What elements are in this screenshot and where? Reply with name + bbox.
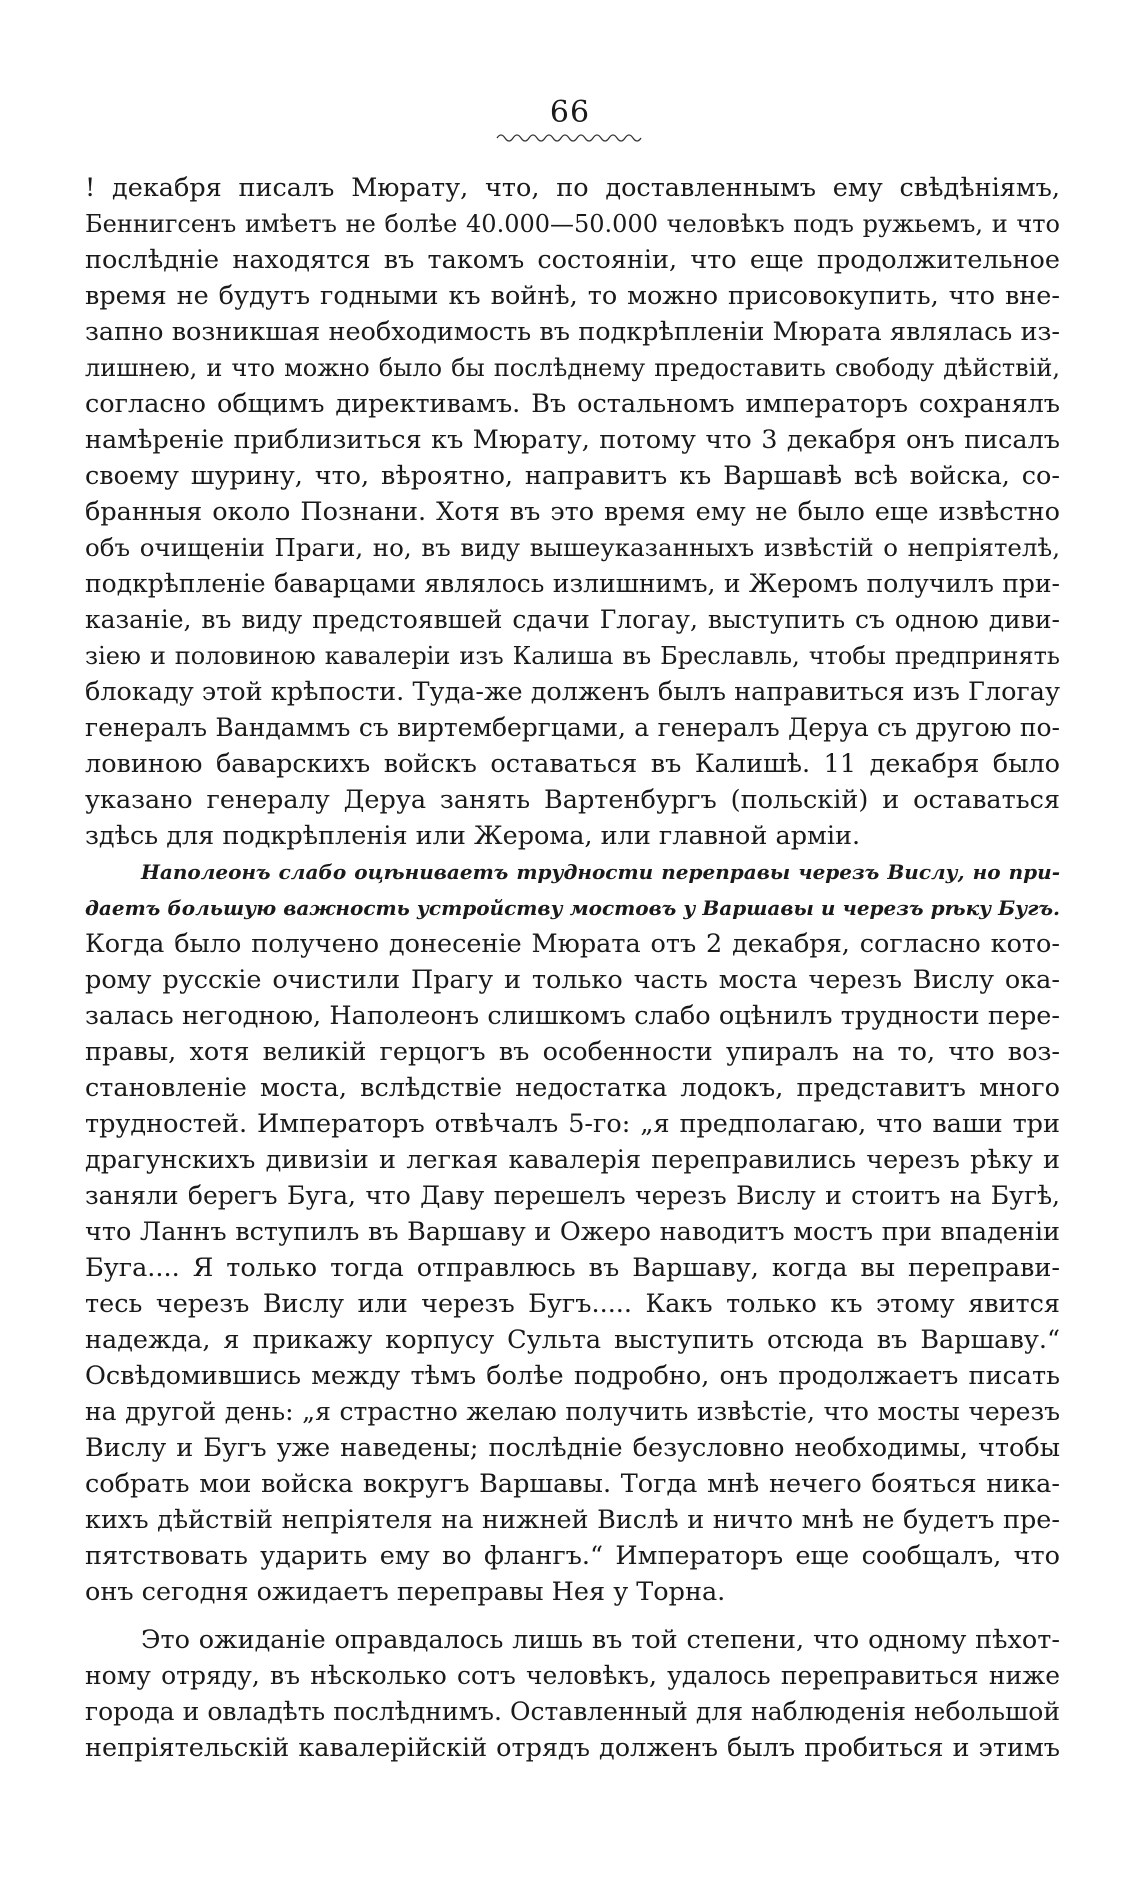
wavy-rule-icon (495, 132, 645, 142)
page-number-ornament (495, 132, 645, 142)
text-line: объ очищеніи Праги, но, въ виду вышеуказанныхъ извѣстій о непріятелѣ, (85, 533, 1060, 562)
text-line: Это ожиданіе оправдалось лишь въ той степени, что одному пѣхот- (141, 1625, 1060, 1655)
text-line: Освѣдомившись между тѣмъ болѣе подробно, онъ продолжаетъ писать (85, 1361, 1060, 1391)
section-heading-line: Наполеонъ слабо оцѣниваетъ трудности переправы черезъ Вислу, но при- (141, 860, 1060, 884)
text-line: запно возникшая необходимость въ подкрѣпленіи Мюрата являлась из- (85, 317, 1060, 347)
page-number: 66 (549, 95, 591, 130)
text-line: ловиною баварскихъ войскъ оставаться въ Калишѣ. 11 декабря было (85, 749, 1060, 779)
text-line: намѣреніе приблизиться къ Мюрату, потому что 3 декабря онъ писалъ (85, 425, 1060, 455)
text-line: здѣсь для подкрѣпленія или Жерома, или главной арміи. (85, 821, 861, 851)
text-line: лишнею, и что можно было бы послѣднему предоставить свободу дѣйствій, (85, 354, 1060, 382)
text-line: непріятельскій кавалерійскій отрядъ долженъ былъ пробиться и этимъ (85, 1733, 1060, 1763)
text-line: тесь черезъ Вислу или черезъ Бугъ..... Какъ только къ этому явится (85, 1289, 1060, 1319)
text-line: надежда, я прикажу корпусу Сульта выступить отсюда въ Варшаву.“ (85, 1325, 1060, 1355)
paragraph-spacer (85, 1610, 1060, 1622)
text-line: Буга.... Я только тогда отправлюсь въ Варшаву, когда вы переправи- (85, 1253, 1060, 1283)
text-line: кихъ дѣйствій непріятеля на нижней Вислѣ и ничто мнѣ не будетъ пре- (85, 1505, 1060, 1535)
text-line: собрать мои войска вокругъ Варшавы. Тогда мнѣ нечего бояться никa- (85, 1469, 1060, 1499)
text-line: Беннигсенъ имѣетъ не болѣе 40.000—50.000 человѣкъ подъ ружьемъ, и что (85, 210, 1060, 238)
text-line: казаніе, въ виду предстоявшей сдачи Глогау, выступить съ одною диви- (85, 605, 1060, 634)
text-line: время не будутъ годными къ войнѣ, то можно присовокупить, что вне- (85, 281, 1060, 311)
text-line: на другой день: „я страстно желаю получить извѣстіе, что мосты черезъ (85, 1397, 1060, 1426)
text-line: своему шурину, что, вѣроятно, направитъ къ Варшавѣ всѣ войска, со- (85, 461, 1060, 491)
text-line: трудностей. Императоръ отвѣчалъ 5-го: „я предполагаю, что ваши три (85, 1109, 1060, 1139)
text-line: драгунскихъ дивизіи и легкая кавалерія переправились черезъ рѣку и (85, 1145, 1060, 1175)
text-line: генералъ Вандаммъ съ виртембергцами, а генералъ Деруа съ другою по- (85, 713, 1060, 742)
text-line: заняли берегъ Буга, что Даву перешелъ черезъ Вислу и стоитъ на Бугѣ, (85, 1181, 1060, 1210)
text-line: что Ланнъ вступилъ въ Варшаву и Ожеро наводитъ мостъ при впаденіи (85, 1217, 1060, 1247)
text-line: рому русскіе очистили Прагу и только часть моста черезъ Вислу ока- (85, 965, 1060, 995)
text-line: ! декабря писалъ Мюрату, что, по доставленнымъ ему свѣдѣніямъ, (85, 173, 1060, 203)
text-line: бранныя около Познани. Хотя въ это время ему не было еще извѣстно (85, 497, 1060, 527)
text-line: блокаду этой крѣпости. Туда-же долженъ былъ направиться изъ Глогау (85, 677, 1060, 707)
section-heading-line: даетъ большую важность устройству мостовъ у Варшавы и черезъ рѣку Бугъ. (85, 896, 1060, 920)
text-line: послѣдніе находятся въ такомъ состояніи, что еще продолжительное (85, 245, 1060, 275)
text-line: Вислу и Бугъ уже наведены; послѣдніе безусловно необходимы, чтобы (85, 1433, 1060, 1463)
text-line: зіею и половиною кавалеріи изъ Калиша въ Бреславль, чтобы предпринять (85, 642, 1060, 670)
text-line: ному отряду, въ нѣсколько сотъ человѣкъ, удалось переправиться ниже (85, 1661, 1060, 1690)
text-line: правы, хотя великій герцогъ въ особенности упиралъ на то, что воз- (85, 1037, 1060, 1067)
text-line: подкрѣпленіе баварцами являлось излишнимъ, и Жеромъ получилъ при- (85, 569, 1060, 598)
text-line: онъ сегодня ожидаетъ переправы Нея у Торна. (85, 1577, 726, 1607)
text-line: согласно общимъ директивамъ. Въ остальномъ императоръ сохранялъ (85, 389, 1060, 419)
text-line: города и овладѣть послѣднимъ. Оставленный для наблюденія небольшой (85, 1697, 1060, 1726)
text-line: пятствовать ударить ему во флангъ.“ Императоръ еще сообщалъ, что (85, 1541, 1060, 1571)
paragraph-1 (85, 170, 1060, 854)
paragraph-2 (85, 854, 1060, 1610)
paragraph-3 (85, 1622, 1060, 1766)
text-line: становленіе моста, вслѣдствіе недостатка лодокъ, представитъ много (85, 1073, 1060, 1103)
body-text (85, 170, 1060, 1766)
text-line: указано генералу Деруа занять Вартенбургъ (польскій) и оставаться (85, 785, 1060, 815)
text-line: Когда было получено донесеніе Мюрата отъ 2 декабря, согласно кото- (85, 929, 1060, 959)
text-line: залась негодною, Наполеонъ слишкомъ слабо оцѣнилъ трудности пере- (85, 1001, 1060, 1031)
